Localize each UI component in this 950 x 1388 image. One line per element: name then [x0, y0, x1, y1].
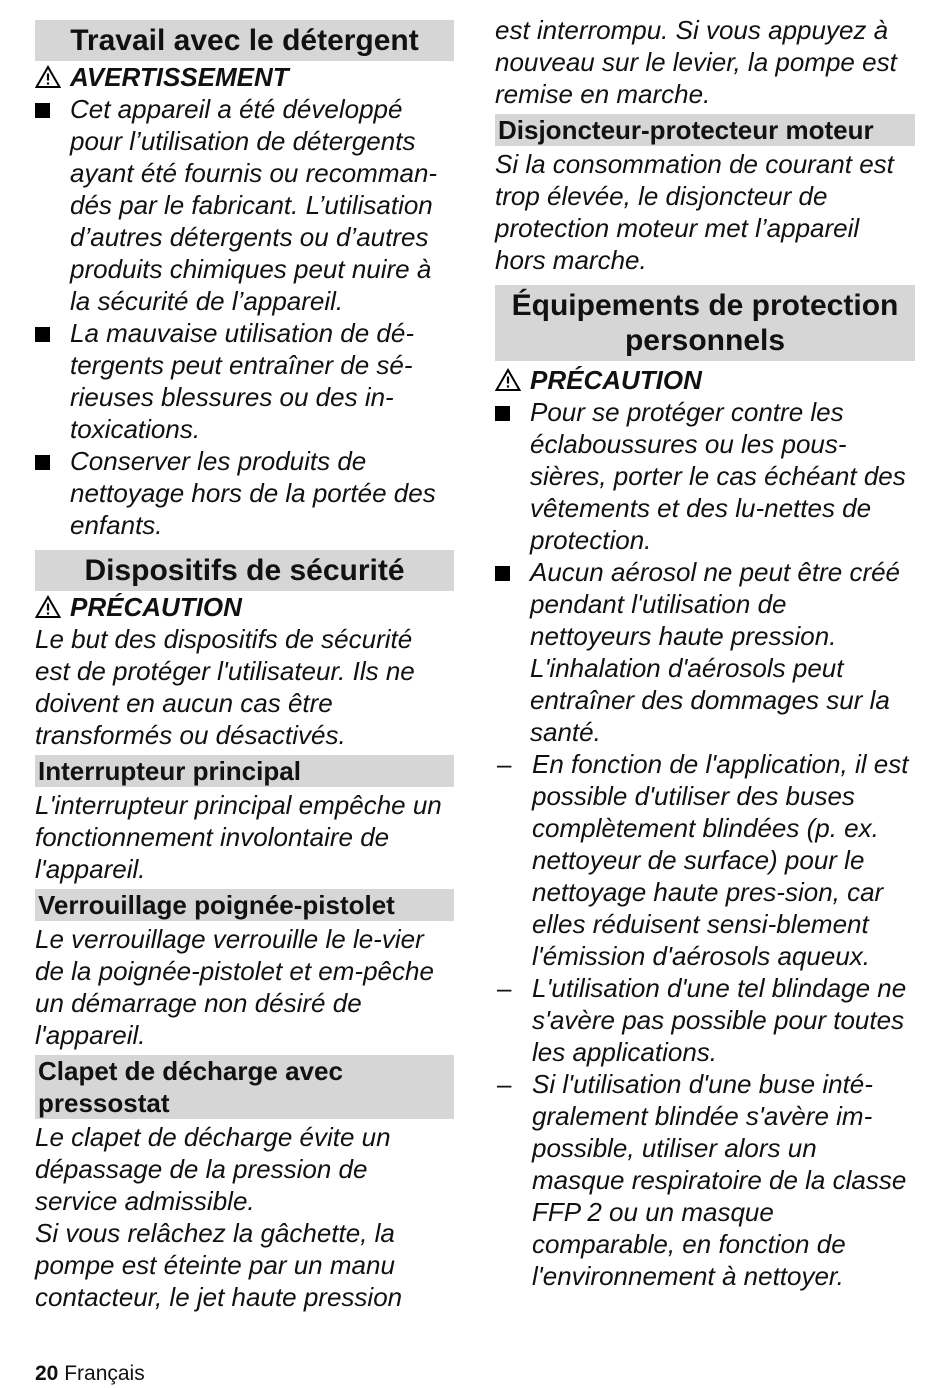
safety-heading: Dispositifs de sécurité — [35, 550, 454, 591]
warning-triangle-icon — [35, 595, 61, 619]
caution-label: PRÉCAUTION — [530, 365, 702, 395]
list-item-text: Cet appareil a été développé pour l’utilisation de détergents ayant été fournis ou recomman-dés par le fabricant. L’utilisation d’autres détergents ou d’autres produits chimiques peut nuire à la sécurité de l’appareil. — [70, 94, 438, 316]
gun-lock-heading: Verrouillage poignée-pistolet — [35, 889, 454, 921]
bullet-square-icon — [35, 327, 50, 342]
list-item-text: Conserver les produits de nettoyage hors de la portée des enfants. — [70, 446, 436, 540]
dash-item — [495, 1068, 915, 1292]
protection-heading: Équipements de protection personnels — [495, 285, 915, 361]
list-item-text: Pour se protéger contre les éclaboussures ou les pous-sières, porter le cas échéant des vêtements et des lu-nettes de protection. — [530, 397, 906, 555]
valve-release-text: Si vous relâchez la gâchette, la pompe est éteinte par un manu contacteur, le jet haute pression — [35, 1218, 403, 1312]
motor-breaker-heading: Disjoncteur-protecteur moteur — [495, 114, 915, 146]
warning-triangle-icon — [495, 368, 521, 392]
motor-breaker-text: Si la consommation de courant est trop élevée, le disjoncteur de protection moteur met l’appareil hors marche. — [495, 149, 894, 275]
main-switch-heading: Interrupteur principal — [35, 755, 454, 787]
list-item-text: La mauvaise utilisation de dé-tergents peut entraîner de sé-rieuses blessures ou des in-toxications. — [70, 318, 414, 444]
dash-marker: – — [497, 1069, 512, 1099]
valve-heading: Clapet de décharge avec pressostat — [35, 1055, 454, 1119]
caution-notice — [35, 591, 454, 623]
right-column — [495, 15, 915, 1292]
bullet-square-icon — [35, 103, 50, 118]
dash-item-text: Si l'utilisation d'une buse inté-gralement blindée s'avère im-possible, utiliser alors un masque respiratoire de la classe FFP 2 ou un masque comparable, en fonction de l'environnement à nettoyer. — [532, 1069, 907, 1291]
warning-triangle-icon — [35, 65, 61, 89]
list-item — [35, 317, 454, 445]
left-column — [35, 20, 454, 1313]
gun-lock-text: Le verrouillage verrouille le le-vier de la poignée-pistolet et em-pêche un démarrage non désiré de l'appareil. — [35, 924, 434, 1050]
valve-continued-text: est interrompu. Si vous appuyez à nouveau sur le levier, la pompe est remise en marche. — [495, 15, 897, 109]
list-item — [495, 556, 915, 748]
bullet-square-icon — [35, 455, 50, 470]
dash-item-text: En fonction de l'application, il est possible d'utiliser des buses complètement blindées (p. ex. nettoyeur de surface) pour le nettoyage haute pres-sion, car elles réduisent sensi-blement l'émission d'aérosols aqueux. — [532, 749, 909, 971]
list-item-text: Aucun aérosol ne peut être créé pendant l'utilisation de nettoyeurs haute pression. L'inhalation d'aérosols peut entraîner des dommages sur la santé. — [530, 557, 901, 747]
page-number: 20 — [35, 1362, 59, 1385]
dash-marker: – — [497, 973, 512, 1003]
dash-item — [495, 972, 915, 1068]
dash-item — [495, 748, 915, 972]
bullet-square-icon — [495, 406, 510, 421]
main-switch-text: L'interrupteur principal empêche un fonctionnement involontaire de l'appareil. — [35, 790, 442, 884]
page-footer — [35, 1362, 145, 1386]
language-label: Français — [64, 1362, 145, 1385]
dash-item-text: L'utilisation d'une tel blindage ne s'avère pas possible pour toutes les applications. — [532, 973, 907, 1067]
warning-notice — [35, 61, 454, 93]
list-item — [35, 445, 454, 541]
safety-text: Le but des dispositifs de sécurité est de protéger l'utilisateur. Ils ne doivent en aucun cas être transformés ou désactivés. — [35, 624, 415, 750]
detergent-heading: Travail avec le détergent — [35, 20, 454, 61]
caution-label: PRÉCAUTION — [70, 592, 242, 622]
valve-text: Le clapet de décharge évite un dépassage de la pression de service admissible. — [35, 1122, 391, 1216]
dash-marker: – — [497, 749, 512, 779]
caution-notice — [495, 364, 915, 396]
bullet-square-icon — [495, 566, 510, 581]
list-item — [495, 396, 915, 556]
list-item — [35, 93, 454, 317]
warning-label: AVERTISSEMENT — [70, 62, 289, 92]
